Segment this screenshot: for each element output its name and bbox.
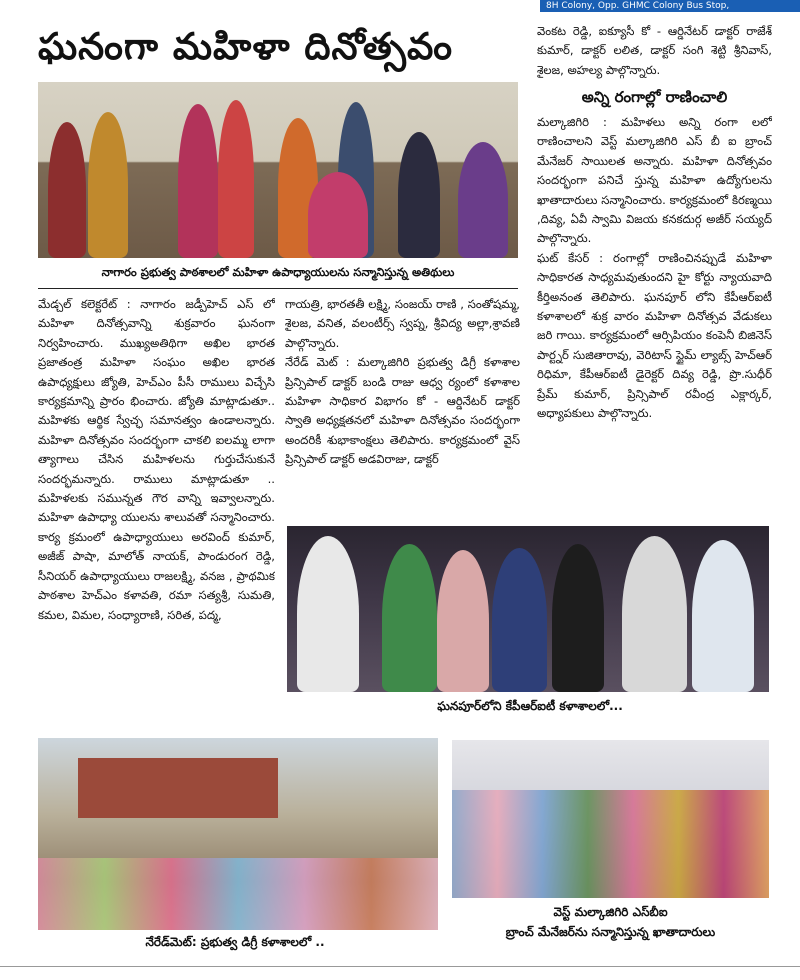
headline: ఘనంగా మహిళా దినోత్సవం [38,24,454,68]
photo1-caption: నాగారం ప్రభుత్వ పాఠశాలలో మహిళా ఉపాధ్యాయులను సన్మానిస్తున్న అతిథులు [101,265,455,279]
bottom-rule [0,966,800,967]
top-strip: 8H Colony, Opp. GHMC Colony Bus Stop, [540,0,800,12]
photo-kpriet-college [287,526,769,692]
right-column-text: మల్కాజిగిరి : మహిళలు అన్ని రంగా లలో రాణించాలని వెస్ట్ మల్కాజిగిరి ఎస్ బీ ఐ బ్రాంచ్ మేనేజర్ సాయిలత అన్నారు. మహిళా దినోత్సవం సందర్భంగా పనిచే స్తున్న మహిళా ఉద్యోగులను ఖాతాదారులు సన్మానించారు. కార్యక్రమంలో కిరణ్మయి ,దివ్య, ఏవీ స్వామి విజయ కనకదుర్గ అజీర్ సయ్యద్ పాల్గొన్నారు. ఘట్ కేసర్ : రంగాల్లో రాణించినప్పుడే మహిళా సాధికారత సాధ్యమవుతుందని హై కోర్టు న్యాయవాది కీర్తిఅనంత తెలిపారు. ఘనపూర్ లోని కేపీఆర్ఐటీ కళాశాలలో శుక్ర వారం మహిళా దినోత్సవ వేడుకలు జరి గాయి. కార్యక్రమంలో ఆర్సిపియం కంపెనీ బిజినెస్ పార్ట్నర్ సుజితారావు, వెరిటాస్ స్టైమ్ ల్యాబ్స్ హెచ్ఆర్ రిధిమా, కేపీఆర్ఐటీ డైరెక్టర్ దివ్య రెడ్డి, ప్రొ.సుధీర్ ప్రేమ్ కుమార్, ప్రిన్సిపాల్ రవీంద్ర ఎక్లార్కర్, అధ్యాపకులు పాల్గొన్నారు. [537,115,772,421]
middle-column-text: గాయత్రి, భారతతీ లక్ష్మి, సంజయ్ రాణి , సంతోషమ్మ, శైలజ, వనిత, వలంటీర్స్ స్వప్న, శ్రీవిద్య అల్లా,శ్రావణి పాల్గొన్నారు. నేరేడ్ మెట్ : మల్కాజిగిరి ప్రభుత్వ డిగ్రీ కళాశాల ప్రిన్సిపాల్ డాక్టర్ బండి రాజు ఆధ్వ ర్యంలో కళాశాల మహిళా సాధికార విభాగం కో - ఆర్డినేటర్ డాక్టర్ స్వాతి అధ్యక్షతనలో మహిళా దినోత్సవం సందర్భంగా అందరికీ శుభాకాంక్షలు తెలిపారు. కార్యక్రమంలో వైస్ ప్రిన్సిపాల్ డాక్టర్ అడవిరాజు, డాక్టర్ [285,297,520,467]
photo4-caption-line1: వెస్ట్ మల్కాజిగిరి ఎస్‌బీఐ [553,905,668,919]
subhead: అన్ని రంగాల్లో రాణించాలి [581,88,728,106]
left-column-text: మేడ్చల్ కలెక్టరేట్ : నాగారం జడ్పీహెచ్ ఎస్ లో మహిళా దినోత్సవాన్ని శుక్రవారం ఘనంగా నిర్వహించారు. ముఖ్యఅతిథిగా అఖిల భారత ప్రజాతంత్ర మహిళా సంఘం అఖిల భారత ఉపాధ్యక్షులు జ్యోతి, హెచ్ఎం పీసీ రాములు విచ్చేసి కార్యక్రమాన్ని ప్రారం భించారు. జ్యోతి మాట్లాడుతూ.. మహిళకు ఆర్థిక స్వేచ్ఛ సమానత్వం ఉండాలన్నారు. మహిళా దినోత్సవం సందర్భంగా చాకలి ఐలమ్మ లాగా త్యాగాలు చేసిన మహిళలను గుర్తుచేసుకునే సందర్భమన్నారు. రాములు మాట్లాడుతూ .. మహిళలకు సమున్నత గౌర వాన్ని ఇవ్వాలన్నారు. మహిళా ఉపాధ్యా యులను శాలువతో సన్మానించారు. కార్య క్రమంలో ఉపాధ్యాయులు అరవింద్ కుమార్, అజీజ్ పాషా, మాలోత్ నాయక్, పాండురంగ రెడ్డి, సీనియర్ ఉపాధ్యాయులు రాజలక్ష్మి, వనజ , ప్రాథమిక పాఠశాల హెచ్ఎం కళావతి, రమా సత్యశ్రీ, సుమతి, కమల, విమల, సంధ్యారాణి, సరిత, పద్మ, [38,297,275,622]
photo-neredmet-college [38,738,438,930]
photo4-caption-line2: బ్రాంచ్ మేనేజర్‌ను సన్మానిస్తున్న ఖాతాదారులు [505,925,716,939]
right-top-text: వెంకట రెడ్డి, ఐక్యూసీ కో - ఆర్డినేటర్ డాక్టర్ రాజేశ్ కుమార్, డాక్టర్ లలిత, డాక్టర్ సంగి శెట్టి శ్రీనివాస్, శైలజ, అహల్య పాల్గొన్నారు. [537,24,772,77]
photo3-caption: నేరేడ్‌మెట్: ప్రభుత్వ డిగ్రీ కళాశాలలో .. [145,935,325,949]
photo-nagaram-school [38,82,518,258]
divider [38,288,518,289]
photo-sbi-branch [452,740,769,898]
photo2-caption: ఘనపూర్‌లోని కేపీఆర్ఐటీ కళాశాలలో... [437,699,623,713]
